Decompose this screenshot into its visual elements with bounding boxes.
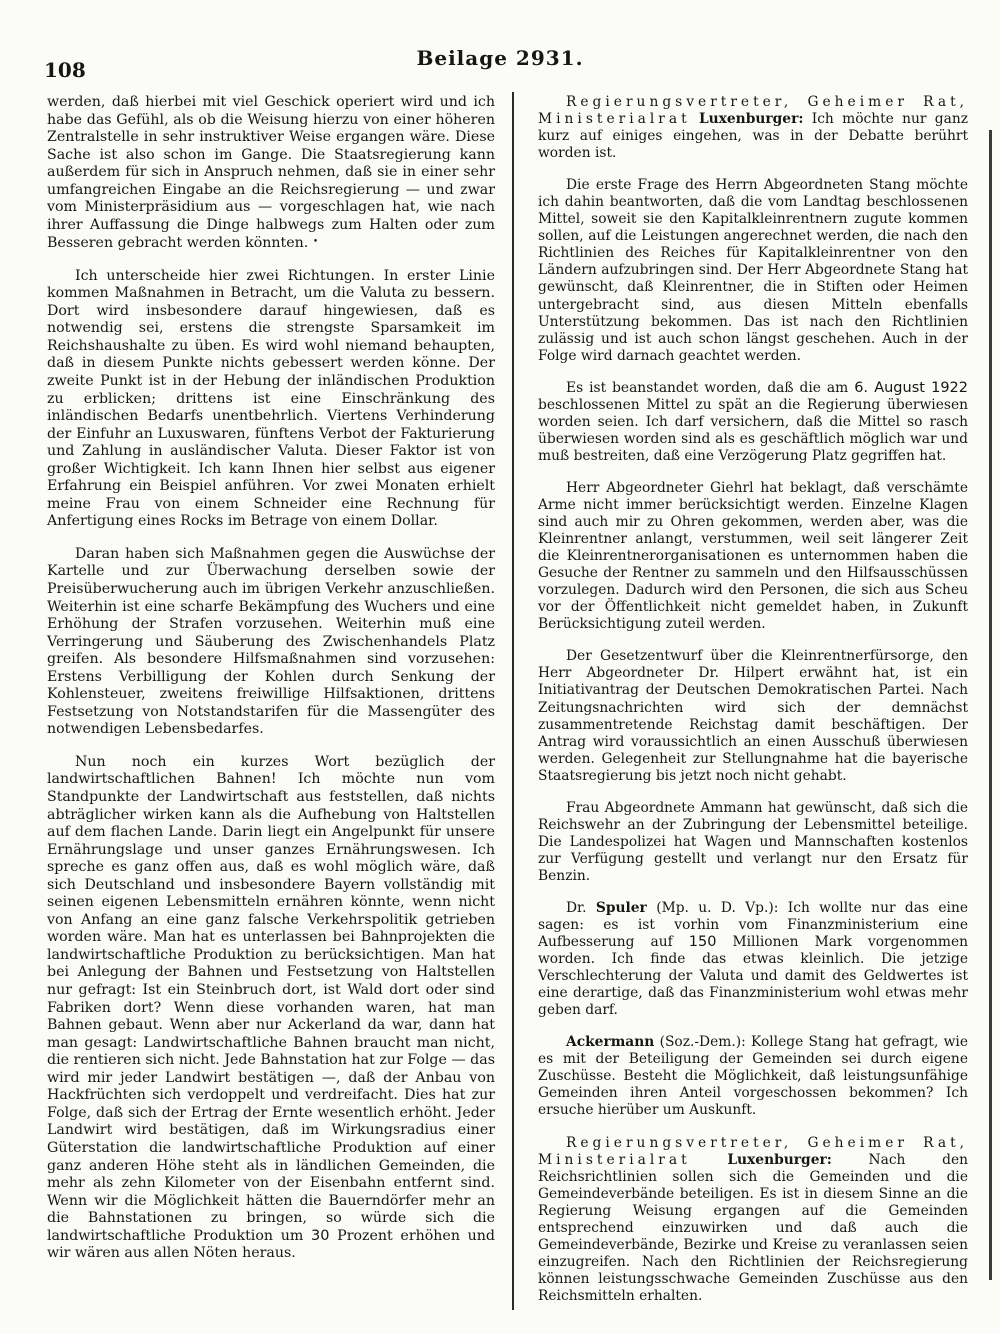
- page-edge-rule: [989, 130, 992, 1280]
- paragraph: Die erste Frage des Herrn Abgeordneten Stang möchte ich dahin beantworten, daß die vom Landtag beschlossenen Mittel, soweit sie den Kapitalkleinrentnern zugute kommen sollen, auf die Leistungen angerechnet werden, die nach den Richtlinien des Reiches für Kapitalkleinrentner von den Ländern aufzubringen sind. Der Herr Abgeordnete Stang hat gewünscht, daß Kleinrentner, die in Stiften oder Heimen untergebracht sind, aus diesen Mitteln ebenfalls Unterstützung bekommen. Das ist nach den Richtlinien zulässig und ist auch schon längst geschehen. Auch in der Folge wird darnach geachtet werden.: [538, 177, 968, 364]
- paragraph: [47, 754, 495, 1263]
- paragraph: [47, 94, 495, 253]
- paragraph: Ich unterscheide hier zwei Richtungen. In erster Linie kommen Maßnahmen in Betracht, um die Valuta zu bessern. Dort wird insbesondere darauf hingewiesen, daß es notwendig sei, erstens die strengste Sparsamkeit im Reichshaushalte zu üben. Es wird wohl niemand behaupten, daß in diesem Punkte nichts gebessert werden könne. Der zweite Punkt ist in der Hebung der inländischen Produktion zu erblicken; drittens ist eine Einschränkung des inländischen Bedarfs unentbehrlich. Viertens Verhinderung der Einfuhr an Luxuswaren, fünftens Verbot der Fakturierung und Zahlung in ausländischer Valuta. Dieser Faktor ist von großer Wichtigkeit. Ich kann Ihnen hier selbst aus eigener Erfahrung ein Beispiel anführen. Vor zwei Monaten erhielt meine Frau von einem Schneider eine Rechnung für Anfertigung eines Rocks im Betrage von einem Dollar.: [47, 267, 495, 530]
- speech-text: Ich möchte nur ganz kurz auf einiges eingehen, was in der Debatte berührt worden ist.: [538, 111, 968, 162]
- paragraph: [538, 380, 968, 465]
- speaker-paragraph: [538, 94, 968, 162]
- paragraph-text: Prozent erhöhen und wir wären aus allen Nöten heraus.: [47, 1227, 496, 1262]
- paragraph: Frau Abgeordnete Ammann hat gewünscht, daß sich die Reichswehr an der Zubringung der Lebensmittel beteilige. Die Landespolizei hat Wagen und Mannschaften kostenlos zur Verfügung gestellt und verlangt nur den Ersatz für Benzin.: [538, 799, 968, 884]
- stray-mark: •: [312, 237, 319, 248]
- paragraph-text: Nun noch ein kurzes Wort bezüglich der landwirtschaftlichen Bahnen! Ich möchte nun vom Standpunkte der Landwirtschaft aus feststellen, daß nichts abträglicher wirken kann als die Aufhebung von Haltstellen auf dem flachen Lande. Darin liegt ein Angelpunkt für unsere Ernährungslage und unser ganzes Ernährungswesen. Ich spreche es ganz offen aus, daß es wohl möglich wäre, daß sich Deutschland und insbesondere Bayern vollständig mit seinen eigenen Lebensmitteln ernähren könnte, wenn nicht von Anfang an eine ganz falsche Verkehrspolitik getrieben worden wäre. Man hat es unterlassen bei Bahnprojekten die landwirtschaftliche Produktion zu berücksichtigen. Man hat bei Anlegung der Bahnen und Festsetzung von Haltstellen nur gefragt: Ist ein Steinbruch dort, ist Wald dort oder sind Fabriken dort? Wenn diese vorhanden waren, hat man Bahnen gebaut. Wenn aber nur Ackerland da war, dann hat man gesagt: Landwirtschaftliche Bahnen braucht man nicht, die rentieren sich nicht. Jede Bahnstation hat zur Folge — das wird mir jeder Landwirt bestätigen —, daß der Anbau von Hackfrüchten sich verdoppelt und verdreifacht. Dies hat zur Folge, daß sich der Ertrag der Ernte wesentlich erhöht. Jeder Landwirt wird bestätigen, daß im Wirkungsradius einer Güterstation die landwirtschaftliche Produktion auf einer ganz anderen Höhe steht als in ländlichen Gemeinden, die mehr als zehn Kilometer von der Eisenbahn entfernt sind. Wenn wir die Möglichkeit hätten die Bauerndörfer mehr an die Bahnstationen zu bringen, so würde sich die landwirtschaftliche Produktion um: [47, 753, 495, 1244]
- paragraph: Der Gesetzentwurf über die Kleinrentnerfürsorge, den Herr Abgeordneter Dr. Hilpert erwähnt hat, ist ein Initiativantrag der Deutschen Demokratischen Partei. Nach Zeitungsnachrichten wird sich der demnächst zusammentretende Reichstag damit beschäftigen. Der Antrag wird voraussichtlich an einen Ausschuß überwiesen werden. Gelegenheit zur Stellungnahme hat die bayerische Staatsregierung bis jetzt noch nicht gehabt.: [538, 648, 968, 784]
- speaker-prefix: Dr.: [566, 899, 587, 916]
- speaker-party: (Mp. u. D. Vp.):: [656, 899, 779, 916]
- speaker-name: Spuler: [595, 899, 647, 916]
- speaker-role: Regierungsvertreter, Geheimer Rat,: [566, 1134, 968, 1151]
- page-number: 108: [44, 58, 86, 82]
- speaker-paragraph: [538, 1034, 968, 1119]
- speech-text: Kollege Stang hat gefragt, wie es mit der Beteiligung der Gemeinden sei durch eigene Zuschüsse. Besteht die Möglichkeit, daß leistungsunfähige Gemeinden ihren Anteil vorgeschossen bekommen? Ich ersuche hierüber um Auskunft.: [538, 1034, 968, 1119]
- date: 6. August 1922: [854, 379, 969, 396]
- page-title: Beilage 2931.: [416, 46, 584, 70]
- speech-text: Nach den Reichsrichtlinien sollen sich die Gemeinden und die Gemeindeverbände beteiligen. Es ist in diesem Sinne an die Regierung Weisung ergangen auf die Gemeinden entsprechend einzuwirken und daß auch die Gemeindeverbände, Bezirke und Kreise zu veranlassen seien einzugreifen. Nach den Richtlinien der Reichsregierung können leistungsschwache Gemeinden Zuschüsse aus den Reichsmitteln erhalten.: [538, 1151, 969, 1304]
- left-column: [47, 94, 495, 1278]
- paragraph-text: werden, daß hierbei mit viel Geschick operiert wird und ich habe das Gefühl, als ob die Weisung hierzu von einer höheren Zentralstelle in sehr instruktiver Weise ergangen wäre. Diese Sache ist also schon im Gange. Die Staatsregierung kann außerdem für sich in Anspruch nehmen, daß sie in einer sehr umfangreichen Eingabe an die Reichsregierung — und zwar vom Ministerpräsidium aus — vorgeschlagen hat, wie nach ihrer Auffassung die Dinge halbwegs zum Halten oder zum Besseren gebracht werden könnten.: [47, 94, 495, 252]
- speaker-name: Ackermann: [566, 1034, 655, 1051]
- speaker-name: Luxenburger:: [727, 1151, 832, 1168]
- speaker-role: Regierungsvertreter, Geheimer Rat,: [566, 94, 968, 110]
- speaker-party: (Soz.-Dem.):: [659, 1034, 746, 1051]
- speaker-paragraph: [538, 900, 968, 1019]
- paragraph: Daran haben sich Maßnahmen gegen die Auswüchse der Kartelle und zur Überwachung derselben sowie der Preisüberwucherung auch im übrigen Verkehr anzuschließen. Weiterhin ist eine scharfe Bekämpfung des Wuchers und eine Erhöhung der Strafen vorzusehen. Weiterhin muß eine Verringerung und Säuberung des Zwischenhandels Platz greifen. Als besondere Hilfsmaßnahmen sind vorzusehen: Erstens Verbilligung der Kohlen durch Senkung der Kohlensteuer, zweitens freiwillige Hilfsaktionen, drittens Festsetzung von Notstandstarifen für die Massengüter des notwendigen Lebensbedarfes.: [47, 545, 495, 738]
- speaker-title: Ministerialrat: [538, 111, 691, 128]
- speech-text: Millionen Mark vorgenommen worden. Ich finde das etwas kleinlich. Die jetzige Verschlechterung der Valuta und damit des Geldwertes ist eine derartige, daß das Finanzministerium wohl etwas mehr geben darf.: [538, 934, 969, 1019]
- paragraph-text: beschlossenen Mittel zu spät an die Regierung überwiesen worden seien. Ich darf versichern, daß die Mittel so rasch überwiesen worden sind als es geschäftlich möglich war und muß bestreiten, daß eine Verzögerung Platz gegriffen hat.: [538, 396, 968, 464]
- speaker-title: Ministerialrat: [538, 1151, 691, 1168]
- percent-number: 30: [311, 1227, 330, 1244]
- speech-text: Ich wollte nur das eine sagen: es ist vorhin vom Finanzministerium eine Aufbesserung auf: [538, 899, 969, 951]
- right-column: [538, 94, 968, 1320]
- speaker-name: Luxenburger:: [698, 111, 804, 128]
- speaker-paragraph: [538, 1135, 968, 1305]
- paragraph-text: Es ist beanstandet worden, daß die am: [566, 379, 849, 396]
- column-divider: [512, 92, 514, 1310]
- paragraph: Herr Abgeordneter Giehrl hat beklagt, daß verschämte Arme nicht immer berücksichtigt werden. Einzelne Klagen sind auch mir zu Ohren gekommen, werden aber, was die Kleinrentner anlangt, verstummen, weil seit längerer Zeit die Kleinrentnerorganisationen es unternommen haben die Gesuche der Rentner zu sammeln und den Hilfsausschüssen vorzulegen. Dadurch wird den Personen, die sich aus Scheu vor der Öffentlichkeit nicht gemeldet haben, in Zukunft Berücksichtigung zuteil werden.: [538, 479, 968, 633]
- amount-number: 150: [688, 934, 717, 951]
